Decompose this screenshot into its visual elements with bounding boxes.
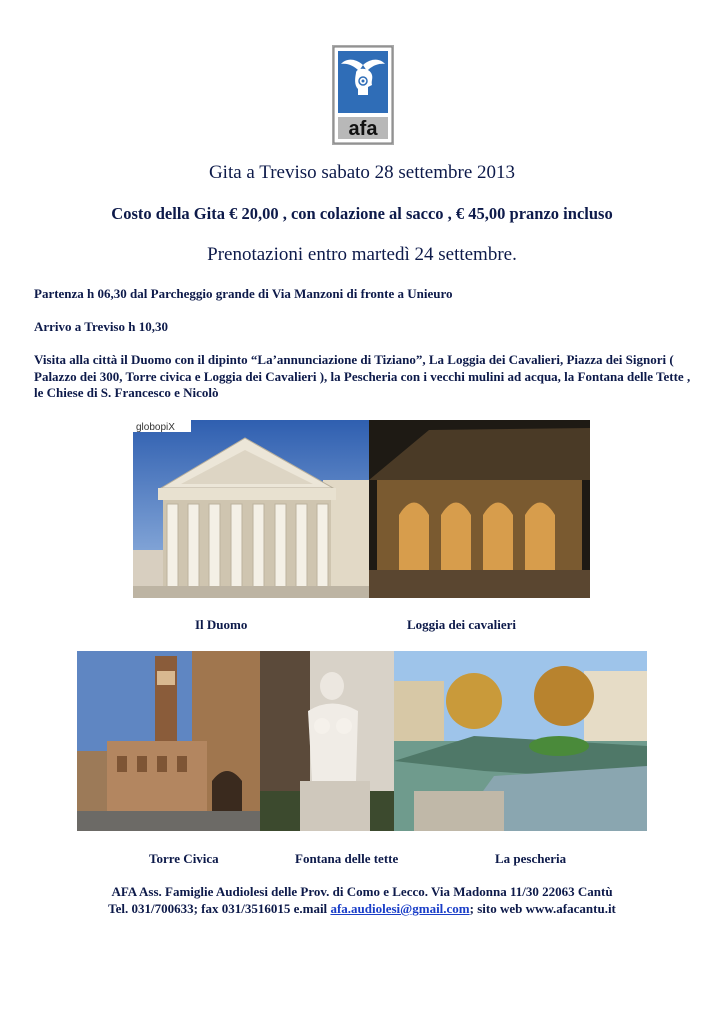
duomo-photo	[133, 420, 369, 598]
pescheria-caption: La pescheria	[495, 851, 567, 866]
torre-caption: Torre Civica	[149, 851, 219, 866]
logo-text: afa	[348, 118, 378, 140]
afa-logo	[332, 45, 394, 145]
loggia-photo	[369, 420, 590, 598]
email-link[interactable]: afa.audiolesi@gmail.com	[330, 901, 470, 916]
torre-civica-photo	[77, 651, 260, 831]
cost-line: Costo della Gita € 20,00 , con colazione al sacco , € 45,00 pranzo incluso	[111, 204, 613, 223]
footer-contacts	[0, 901, 724, 917]
footer-phone-fax: Tel. 031/700633; fax 031/3516015 e.mail	[108, 901, 331, 916]
watermark: globopiX	[136, 422, 175, 433]
page-title: Gita a Treviso sabato 28 settembre 2013	[208, 162, 516, 183]
fontana-photo	[260, 651, 394, 831]
visit-description: Visita alla città il Duomo con il dipinto “La’annunciazione di Tiziano”, La Loggia dei Cavalieri, Piazza dei Signori ( Palazzo dei 300, Torre civica e Loggia dei Cavalieri ), la Pescheria con i vecchi mulini ad acqua, la Fontana delle Tette , le Chiese di S. Francesco e Nicolò	[34, 352, 691, 400]
duomo-caption: Il Duomo	[195, 617, 248, 632]
loggia-caption: Loggia dei cavalieri	[407, 617, 517, 632]
fontana-caption: Fontana delle tette	[295, 851, 399, 866]
booking-deadline: Prenotazioni entro martedì 24 settembre.	[207, 244, 517, 265]
departure-info: Partenza h 06,30 dal Parcheggio grande di Via Manzoni di fronte a Unieuro	[34, 286, 453, 301]
arrival-info: Arrivo a Treviso h 10,30	[34, 319, 168, 334]
pescheria-photo	[394, 651, 647, 831]
footer-website: ; sito web www.afacantu.it	[469, 901, 616, 916]
footer-address: AFA Ass. Famiglie Audiolesi delle Prov. di Como e Lecco. Via Madonna 11/30 22063 Cantù	[111, 884, 613, 899]
